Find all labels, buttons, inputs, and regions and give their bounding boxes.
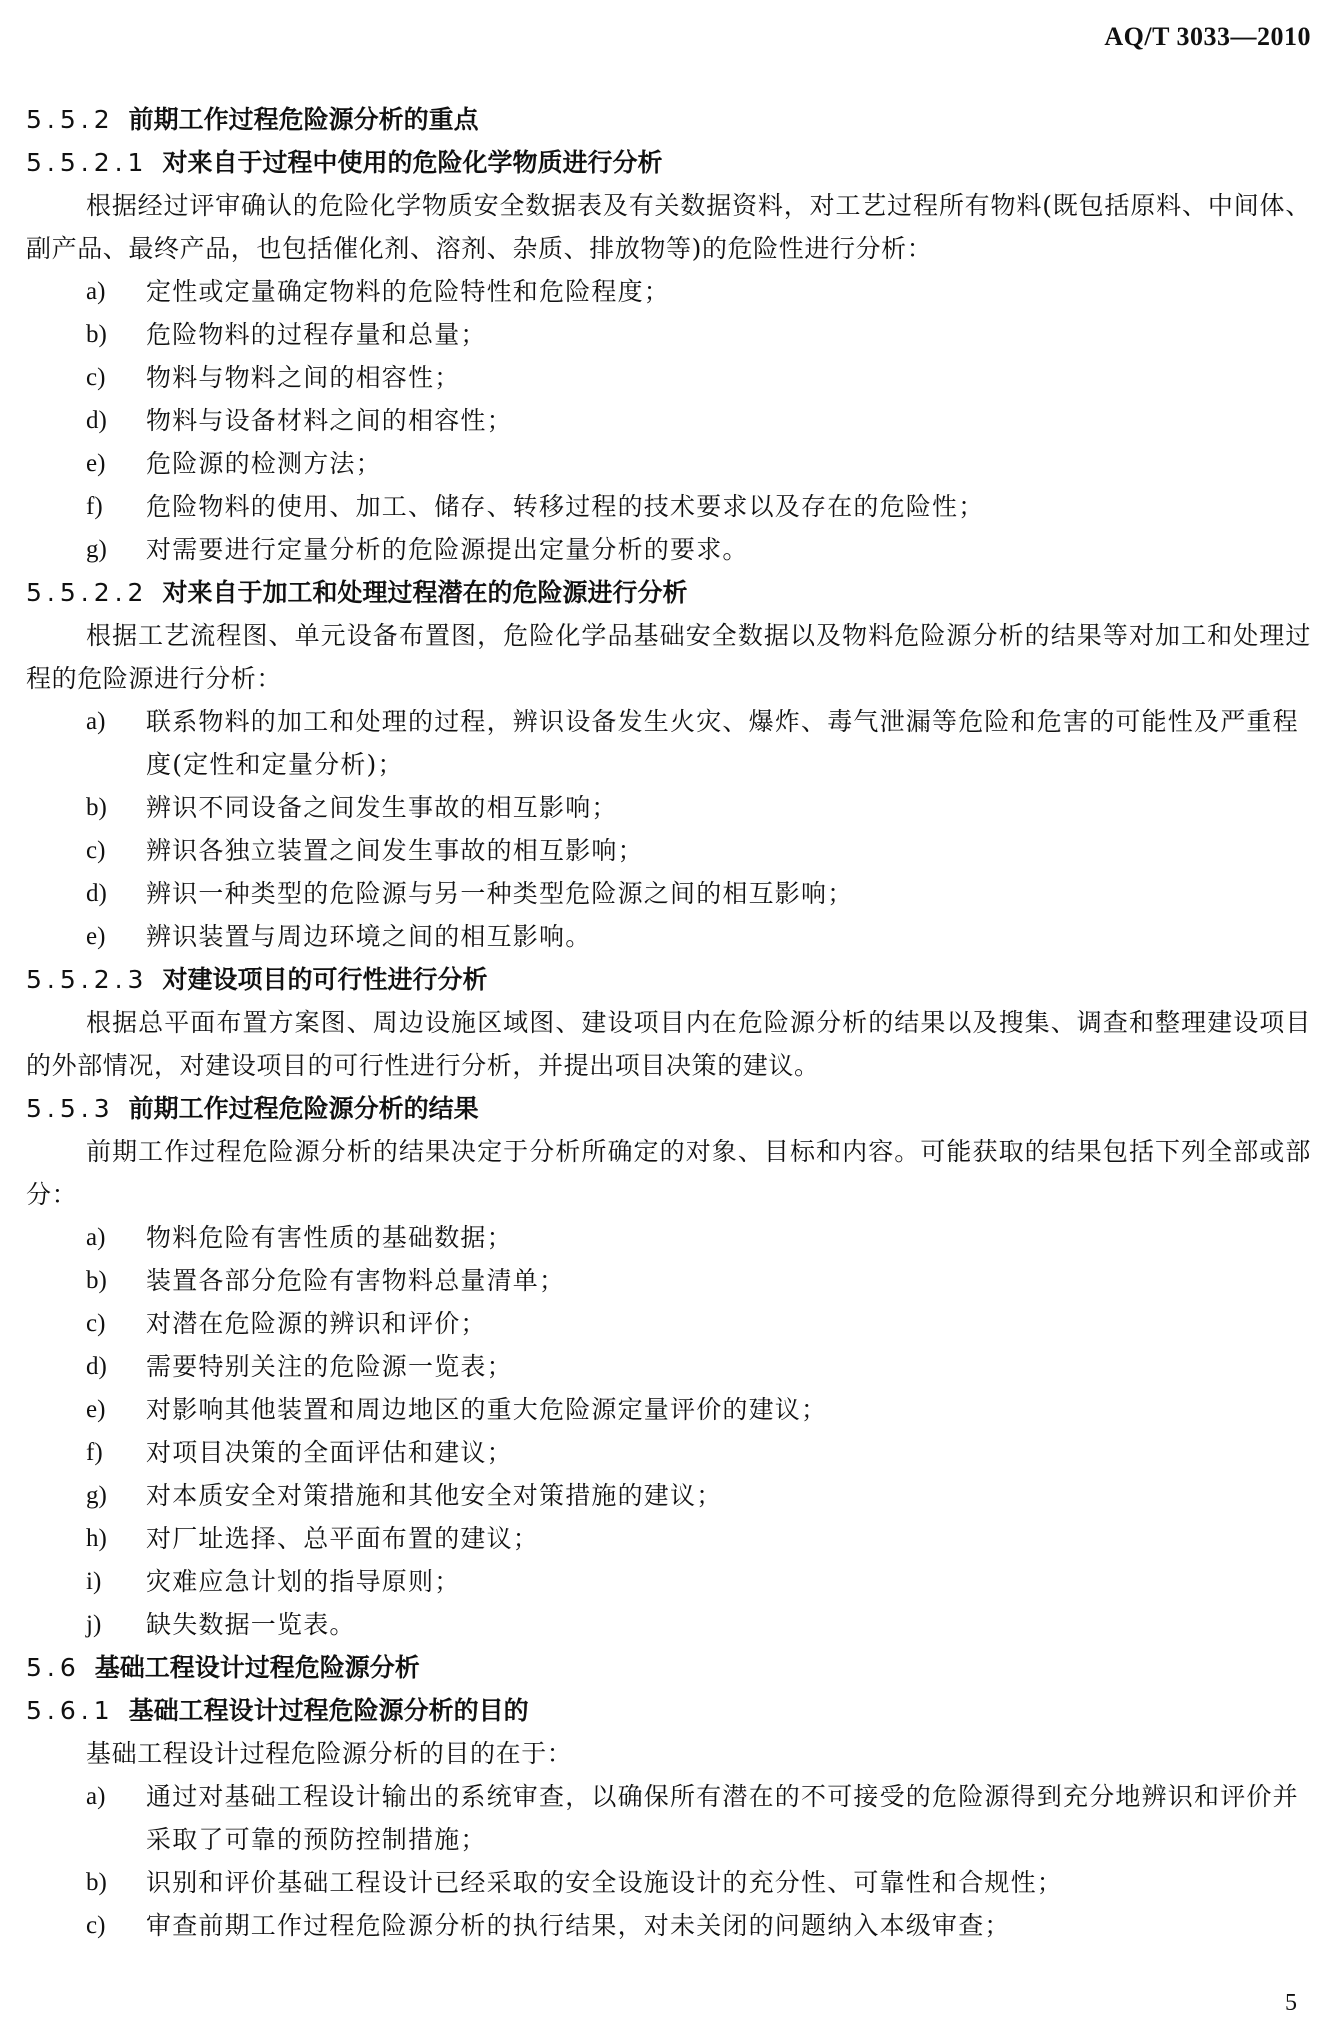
list-item-label: c) xyxy=(86,1310,106,1337)
section-heading xyxy=(26,98,1311,141)
list-item-text: 辨识一种类型的危险源与另一种类型危险源之间的相互影响； xyxy=(146,879,854,908)
list-item xyxy=(26,700,1311,786)
list-item-label: h) xyxy=(86,1525,107,1552)
list-item-label: a) xyxy=(86,708,106,735)
list-item-label: a) xyxy=(86,1224,106,1251)
section-title: 前期工作过程危险源分析的重点 xyxy=(128,105,479,134)
list-item-text: 危险源的检测方法； xyxy=(146,449,382,478)
list-item-text: 对影响其他装置和周边地区的重大危险源定量评价的建议； xyxy=(146,1395,828,1424)
section-title: 基础工程设计过程危险源分析 xyxy=(94,1653,420,1682)
section-title: 对建设项目的可行性进行分析 xyxy=(162,965,488,994)
standard-code: AQ/T 3033—2010 xyxy=(1104,22,1311,51)
list-item-text: 辨识各独立装置之间发生事故的相互影响； xyxy=(146,836,644,865)
list-item-label: b) xyxy=(86,1267,107,1294)
list-item xyxy=(26,1560,1311,1603)
section-title: 基础工程设计过程危险源分析的目的 xyxy=(128,1696,529,1725)
list-item xyxy=(26,1302,1311,1345)
list-item xyxy=(26,1775,1311,1861)
list-item-label: b) xyxy=(86,321,107,348)
list-item-text: 联系物料的加工和处理的过程，辨识设备发生火灾、爆炸、毒气泄漏等危险和危害的可能性及严重程度(定性和定量分析)； xyxy=(146,707,1299,779)
page-number: 5 xyxy=(1285,1990,1297,2016)
list-item-label: c) xyxy=(86,364,106,391)
list-item-text: 危险物料的过程存量和总量； xyxy=(146,320,487,349)
section-number: 5.5.2.2 xyxy=(26,578,149,607)
list-item-label: g) xyxy=(86,536,107,563)
list-item-text: 辨识不同设备之间发生事故的相互影响； xyxy=(146,793,618,822)
list-item-text: 辨识装置与周边环境之间的相互影响。 xyxy=(146,922,592,951)
list-item-text: 审查前期工作过程危险源分析的执行结果，对未关闭的问题纳入本级审查； xyxy=(146,1911,1011,1940)
list-item-text: 灾难应急计划的指导原则； xyxy=(146,1567,461,1596)
list-item-label: d) xyxy=(86,880,107,907)
list-item-label: i) xyxy=(86,1568,102,1595)
list-item xyxy=(26,1517,1311,1560)
list-item-label: j) xyxy=(86,1611,102,1638)
list-item xyxy=(26,1904,1311,1947)
list-item xyxy=(26,1474,1311,1517)
list-item-text: 物料危险有害性质的基础数据； xyxy=(146,1223,513,1252)
section-number: 5.5.2.3 xyxy=(26,965,149,994)
list-item-label: f) xyxy=(86,493,103,520)
list-item xyxy=(26,1861,1311,1904)
paragraph: 根据工艺流程图、单元设备布置图，危险化学品基础安全数据以及物料危险源分析的结果等对加工和处理过程的危险源进行分析： xyxy=(26,621,1311,693)
list-item-label: c) xyxy=(86,837,106,864)
list-item-text: 识别和评价基础工程设计已经采取的安全设施设计的充分性、可靠性和合规性； xyxy=(146,1868,1064,1897)
list-item-text: 物料与物料之间的相容性； xyxy=(146,363,461,392)
section-heading xyxy=(26,958,1311,1001)
list-item-text: 对本质安全对策措施和其他安全对策措施的建议； xyxy=(146,1481,723,1510)
list-item xyxy=(26,1603,1311,1646)
section-number: 5.5.2.1 xyxy=(26,148,149,177)
section-number: 5.6 xyxy=(26,1653,81,1682)
section-number: 5.5.3 xyxy=(26,1094,115,1123)
list-item xyxy=(26,399,1311,442)
paragraph: 基础工程设计过程危险源分析的目的在于： xyxy=(86,1739,573,1768)
list-item xyxy=(26,313,1311,356)
document-body xyxy=(26,98,1311,1947)
list-item-text: 定性或定量确定物料的危险特性和危险程度； xyxy=(146,277,671,306)
list-item xyxy=(26,270,1311,313)
list-item xyxy=(26,1345,1311,1388)
list-item-label: e) xyxy=(86,923,106,950)
section-heading xyxy=(26,1087,1311,1130)
section-heading xyxy=(26,141,1311,184)
paragraph: 根据经过评审确认的危险化学物质安全数据表及有关数据资料，对工艺过程所有物料(既包括原料、中间体、副产品、最终产品，也包括催化剂、溶剂、杂质、排放物等)的危险性进行分析： xyxy=(26,191,1311,263)
list-item-label: e) xyxy=(86,450,106,477)
list-item-text: 缺失数据一览表。 xyxy=(146,1610,356,1639)
list-item-text: 对项目决策的全面评估和建议； xyxy=(146,1438,513,1467)
list-item xyxy=(26,915,1311,958)
list-item xyxy=(26,1388,1311,1431)
list-item-text: 装置各部分危险有害物料总量清单； xyxy=(146,1266,566,1295)
list-item xyxy=(26,1216,1311,1259)
list-item-label: b) xyxy=(86,1869,107,1896)
section-number: 5.5.2 xyxy=(26,105,115,134)
list-item xyxy=(26,829,1311,872)
section-heading xyxy=(26,1646,1311,1689)
list-item xyxy=(26,356,1311,399)
list-item-label: d) xyxy=(86,407,107,434)
list-item xyxy=(26,872,1311,915)
list-item-label: b) xyxy=(86,794,107,821)
list-item-text: 需要特别关注的危险源一览表； xyxy=(146,1352,513,1381)
list-item xyxy=(26,485,1311,528)
list-item-label: e) xyxy=(86,1396,106,1423)
paragraph: 前期工作过程危险源分析的结果决定于分析所确定的对象、目标和内容。可能获取的结果包括下列全部或部分： xyxy=(26,1137,1311,1209)
list-item xyxy=(26,442,1311,485)
list-item-text: 对需要进行定量分析的危险源提出定量分析的要求。 xyxy=(146,535,749,564)
list-item-text: 通过对基础工程设计输出的系统审查，以确保所有潜在的不可接受的危险源得到充分地辨识和评价并采取了可靠的预防控制措施； xyxy=(146,1782,1299,1854)
section-title: 对来自于过程中使用的危险化学物质进行分析 xyxy=(162,148,663,177)
list-item-text: 物料与设备材料之间的相容性； xyxy=(146,406,513,435)
list-item xyxy=(26,528,1311,571)
list-item xyxy=(26,786,1311,829)
list-item-label: a) xyxy=(86,1783,106,1810)
paragraph: 根据总平面布置方案图、周边设施区域图、建设项目内在危险源分析的结果以及搜集、调查和整理建设项目的外部情况，对建设项目的可行性进行分析，并提出项目决策的建议。 xyxy=(26,1008,1311,1080)
list-item-label: g) xyxy=(86,1482,107,1509)
section-heading xyxy=(26,1689,1311,1732)
list-item-text: 对厂址选择、总平面布置的建议； xyxy=(146,1524,540,1553)
section-heading xyxy=(26,571,1311,614)
list-item-label: a) xyxy=(86,278,106,305)
list-item-label: c) xyxy=(86,1912,106,1939)
section-title: 前期工作过程危险源分析的结果 xyxy=(128,1094,479,1123)
list-item-label: f) xyxy=(86,1439,103,1466)
list-item-label: d) xyxy=(86,1353,107,1380)
list-item xyxy=(26,1431,1311,1474)
list-item-text: 危险物料的使用、加工、储存、转移过程的技术要求以及存在的危险性； xyxy=(146,492,985,521)
list-item xyxy=(26,1259,1311,1302)
section-number: 5.6.1 xyxy=(26,1696,115,1725)
list-item-text: 对潜在危险源的辨识和评价； xyxy=(146,1309,487,1338)
section-title: 对来自于加工和处理过程潜在的危险源进行分析 xyxy=(162,578,688,607)
